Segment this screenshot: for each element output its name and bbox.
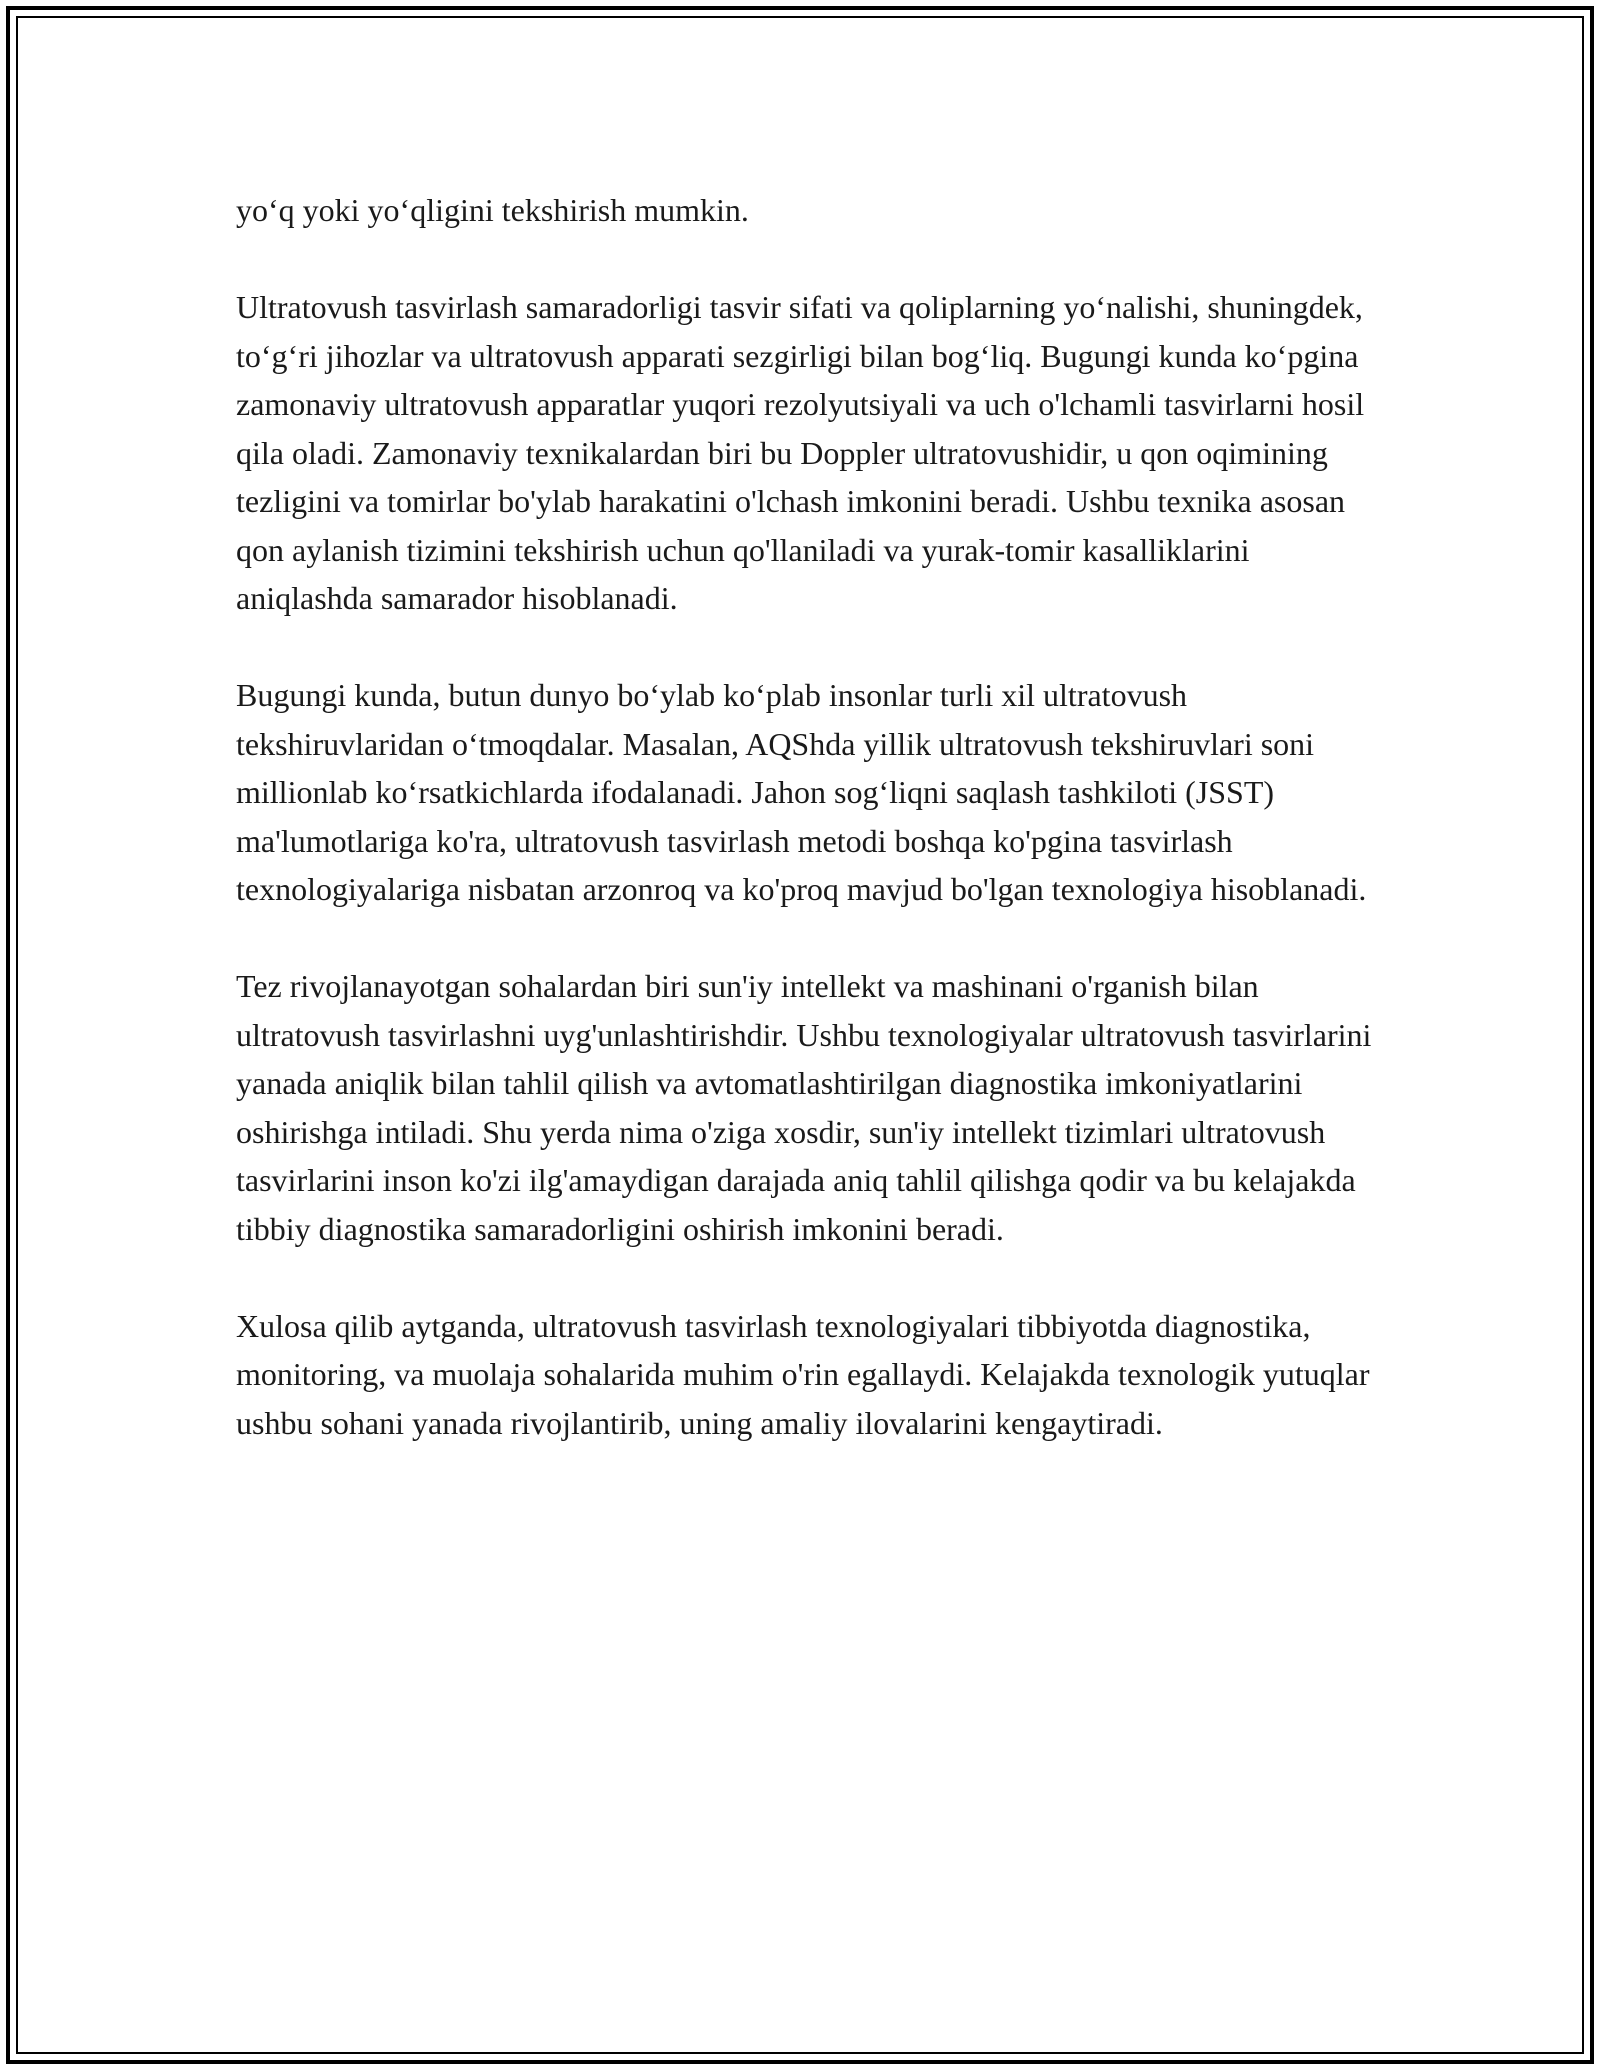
document-body <box>236 186 1376 1447</box>
paragraph-2: Ultratovush tasvirlash samaradorligi tasvir sifati va qoliplarning yo‘nalishi, shuningdek, to‘g‘ri jihozlar va ultratovush apparati sezgirligi bilan bog‘liq. Bugungi kunda ko‘pgina zamonaviy ultratovush apparatlar yuqori rezolyutsiyali va uch o'lchamli tasvirlarni hosil qila oladi. Zamonaviy texnikalardan biri bu Doppler ultratovushidir, u qon oqimining tezligini va tomirlar bo'ylab harakatini o'lchash imkonini beradi. Ushbu texnika asosan qon aylanish tizimini tekshirish uchun qo'llaniladi va yurak-tomir kasalliklarini aniqlashda samarador hisoblanadi. <box>236 289 1365 616</box>
paragraph-5: Xulosa qilib aytganda, ultratovush tasvirlash texnologiyalari tibbiyotda diagnostika, monitoring, va muolaja sohalarida muhim o'rin egallaydi. Kelajakda texnologik yutuqlar ushbu sohani yanada rivojlantirib, uning amaliy ilovalarini kengaytiradi. <box>236 1307 1370 1441</box>
paragraph-1: yo‘q yoki yo‘qligini tekshirish mumkin. <box>236 192 749 228</box>
paragraph-3: Bugungi kunda, butun dunyo bo‘ylab ko‘plab insonlar turli xil ultratovush tekshiruvlaridan o‘tmoqdalar. Masalan, AQShda yillik ultratovush tekshiruvlari soni millionlab ko‘rsatkichlarda ifodalanadi. Jahon sog‘liqni saqlash tashkiloti (JSST) ma'lumotlariga ko'ra, ultratovush tasvirlash metodi boshqa ko'pgina tasvirlash texnologiyalariga nisbatan arzonroq va ko'proq mavjud bo'lgan texnologiya hisoblanadi. <box>236 677 1367 907</box>
paragraph-4: Tez rivojlanayotgan sohalardan biri sun'iy intellekt va mashinani o'rganish bilan ultratovush tasvirlashni uyg'unlashtirishdir. Ushbu texnologiyalar ultratovush tasvirlarini yanada aniqlik bilan tahlil qilish va avtomatlashtirilgan diagnostika imkoniyatlarini oshirishga intiladi. Shu yerda nima o'ziga xosdir, sun'iy intellekt tizimlari ultratovush tasvirlarini inson ko'zi ilg'amaydigan darajada aniq tahlil qilishga qodir va bu kelajakda tibbiy diagnostika samaradorligini oshirish imkonini beradi. <box>236 968 1372 1247</box>
